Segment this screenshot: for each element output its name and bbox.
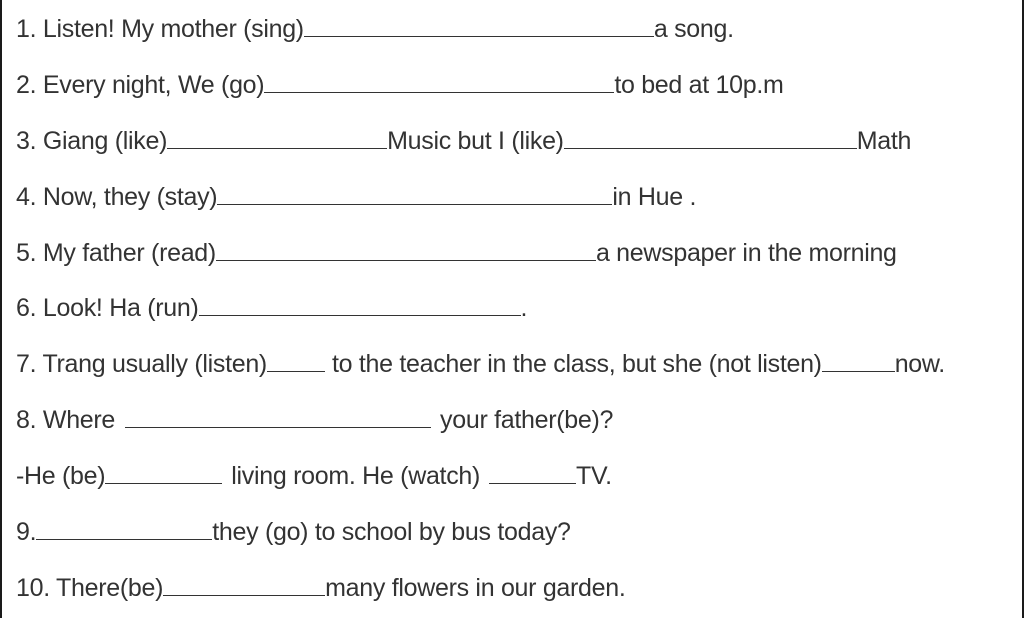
answer-blank-8b[interactable] xyxy=(489,460,576,484)
question-1-prompt: 1. Listen! My mother (sing) xyxy=(16,15,304,43)
question-8 xyxy=(16,404,613,435)
question-7-prompt: 7. Trang usually (listen) xyxy=(16,350,267,378)
question-4-prompt: 4. Now, they (stay) xyxy=(16,183,218,211)
question-8-reply-tail: TV. xyxy=(576,462,612,490)
question-8-tail: your father(be)? xyxy=(440,406,614,434)
question-4-tail: in Hue . xyxy=(612,183,697,211)
question-2 xyxy=(16,69,784,100)
answer-blank-10[interactable] xyxy=(163,572,325,596)
answer-blank-2[interactable] xyxy=(264,69,614,93)
question-3-prompt: 3. Giang (like) xyxy=(16,127,168,155)
question-3 xyxy=(16,125,911,156)
answer-blank-3b[interactable] xyxy=(564,125,857,149)
question-2-tail: to bed at 10p.m xyxy=(614,71,784,99)
question-6 xyxy=(16,292,527,323)
answer-blank-8[interactable] xyxy=(125,404,431,428)
question-2-prompt: 2. Every night, We (go) xyxy=(16,71,265,99)
question-7-tail: now. xyxy=(894,350,945,378)
answer-blank-1[interactable] xyxy=(304,13,654,37)
answer-blank-7b[interactable] xyxy=(822,348,895,372)
question-1 xyxy=(16,13,734,44)
answer-blank-3a[interactable] xyxy=(167,125,387,149)
question-8-reply-prompt: -He (be) xyxy=(16,462,106,490)
question-7 xyxy=(16,348,945,379)
answer-blank-5[interactable] xyxy=(216,237,596,261)
question-7-middle: to the teacher in the class, but she (not listen) xyxy=(331,350,822,378)
question-9 xyxy=(16,516,571,547)
question-10 xyxy=(16,572,626,603)
question-5 xyxy=(16,237,897,268)
question-3-middle: Music but I (like) xyxy=(387,127,564,155)
answer-blank-6[interactable] xyxy=(199,292,521,316)
question-10-tail: many flowers in our garden. xyxy=(325,574,626,602)
question-9-prompt: 9. xyxy=(16,518,37,546)
question-9-tail: they (go) to school by bus today? xyxy=(212,518,571,546)
question-1-tail: a song. xyxy=(653,15,734,43)
question-6-tail: . xyxy=(520,294,528,322)
answer-blank-7a[interactable] xyxy=(267,348,325,372)
question-10-prompt: 10. There(be) xyxy=(16,574,164,602)
question-4 xyxy=(16,181,696,212)
answer-blank-9[interactable] xyxy=(36,516,212,540)
question-8-reply xyxy=(16,460,612,491)
question-3-tail: Math xyxy=(856,127,912,155)
question-8-reply-middle: living room. He (watch) xyxy=(231,462,481,490)
question-5-tail: a newspaper in the morning xyxy=(595,239,897,267)
question-6-prompt: 6. Look! Ha (run) xyxy=(16,294,199,322)
question-8-prompt: 8. Where xyxy=(16,406,116,434)
answer-blank-4[interactable] xyxy=(217,181,612,205)
answer-blank-8a[interactable] xyxy=(105,460,222,484)
question-5-prompt: 5. My father (read) xyxy=(16,239,216,267)
